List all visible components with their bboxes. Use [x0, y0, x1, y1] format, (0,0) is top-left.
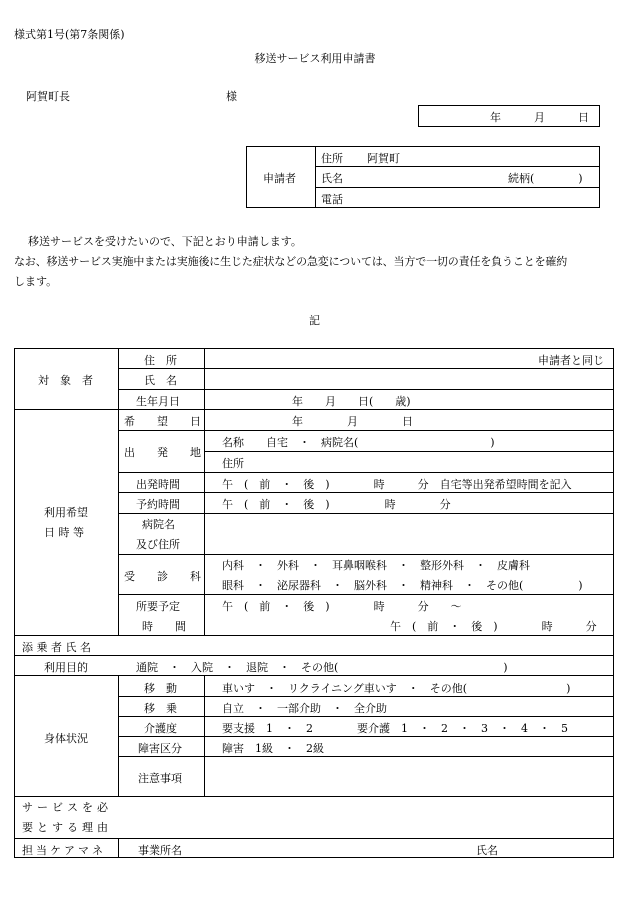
reason-label-line-2: 要とする理由	[22, 821, 112, 834]
departure-name[interactable]: 名称 自宅 ・ 病院名( )	[222, 436, 495, 449]
purpose-value[interactable]: 通院 ・ 入院 ・ 退院 ・ その他( )	[136, 661, 508, 674]
attendant-label: 添 乗 者 氏 名	[22, 641, 91, 654]
departure-label: 出 発 地	[124, 446, 201, 459]
duration-label-line-2: 時 間	[142, 620, 186, 633]
departure-time-value[interactable]: 午 ( 前 ・ 後 ) 時 分 自宅等出発希望時間を記入	[222, 478, 572, 491]
applicant-relation[interactable]: 続柄( )	[508, 172, 583, 185]
honorific: 様	[226, 90, 237, 103]
date-line: 年 月 日	[490, 111, 589, 124]
usage-group-line-1: 利用希望	[44, 506, 88, 519]
care-manager-name-label: 氏名	[476, 844, 498, 857]
transfer-label: 移 乗	[144, 702, 177, 715]
date-box[interactable]	[418, 105, 600, 127]
body-line-2: なお、移送サービス実施中または実施後に生じた症状などの急変については、当方で一切の責任を負うことを確約	[14, 255, 568, 268]
reason-label-line-1: サービスを必	[22, 801, 112, 814]
applicant-name-label: 氏名	[321, 172, 343, 185]
departure-time-label: 出発時間	[136, 478, 180, 491]
department-line-1[interactable]: 内科 ・ 外科 ・ 耳鼻咽喉科 ・ 整形外科 ・ 皮膚科	[222, 559, 530, 572]
move-value[interactable]: 車いす ・ リクライニング車いす ・ その他( )	[222, 682, 571, 695]
hospital-label-line-1: 病院名	[142, 518, 175, 531]
care-manager-label: 担当ケアマネ	[22, 844, 106, 857]
disability-label: 障害区分	[138, 742, 182, 755]
duration-value-line-1[interactable]: 午 ( 前 ・ 後 ) 時 分 〜	[222, 600, 462, 613]
target-birth-value[interactable]: 年 月 日( 歳)	[292, 395, 411, 408]
target-birth-label: 生年月日	[136, 395, 180, 408]
target-address-value[interactable]: 申請者と同じ	[538, 354, 604, 367]
target-group-label: 対 象 者	[38, 374, 93, 387]
form-number: 様式第1号(第7条関係)	[14, 28, 125, 41]
department-line-2[interactable]: 眼科 ・ 泌尿器科 ・ 脳外科 ・ 精神科 ・ その他( )	[222, 579, 583, 592]
hospital-label-line-2: 及び住所	[136, 538, 180, 551]
reserve-time-label: 予約時間	[136, 498, 180, 511]
target-name-label: 氏 名	[144, 374, 177, 387]
transfer-value[interactable]: 自立 ・ 一部介助 ・ 全介助	[222, 702, 387, 715]
notes-label: 注意事項	[138, 772, 182, 785]
page-title: 移送サービス利用申請書	[254, 52, 376, 65]
usage-group-line-2: 日 時 等	[44, 526, 84, 539]
applicant-address-label: 住所	[321, 152, 343, 165]
desired-date-value[interactable]: 年 月 日	[292, 415, 413, 428]
target-address-label: 住 所	[144, 354, 177, 367]
ki-heading: 記	[309, 314, 320, 327]
duration-label-line-1: 所要予定	[136, 600, 180, 613]
disability-value[interactable]: 障害 1級 ・ 2級	[222, 742, 324, 755]
departure-address[interactable]: 住所	[222, 457, 244, 470]
applicant-header: 申請者	[263, 172, 296, 185]
applicant-address-value[interactable]: 阿賀町	[367, 152, 400, 165]
applicant-phone-label: 電話	[321, 193, 343, 206]
physical-group-label: 身体状況	[44, 732, 88, 745]
body-line-1: 移送サービスを受けたいので、下記とおり申請します。	[28, 235, 302, 248]
care-level-value[interactable]: 要支援 1 ・ 2 要介護 1 ・ 2 ・ 3 ・ 4 ・ 5	[222, 722, 568, 735]
department-label: 受 診 科	[124, 570, 201, 583]
body-line-3: します。	[14, 275, 58, 288]
duration-value-line-2[interactable]: 午 ( 前 ・ 後 ) 時 分	[390, 620, 597, 633]
reserve-time-value[interactable]: 午 ( 前 ・ 後 ) 時 分	[222, 498, 451, 511]
desired-date-label: 希 望 日	[124, 415, 201, 428]
office-name-label: 事業所名	[138, 844, 182, 857]
addressee: 阿賀町長	[26, 90, 70, 103]
purpose-label: 利用目的	[44, 661, 88, 674]
care-level-label: 介護度	[144, 722, 177, 735]
move-label: 移 動	[144, 682, 177, 695]
